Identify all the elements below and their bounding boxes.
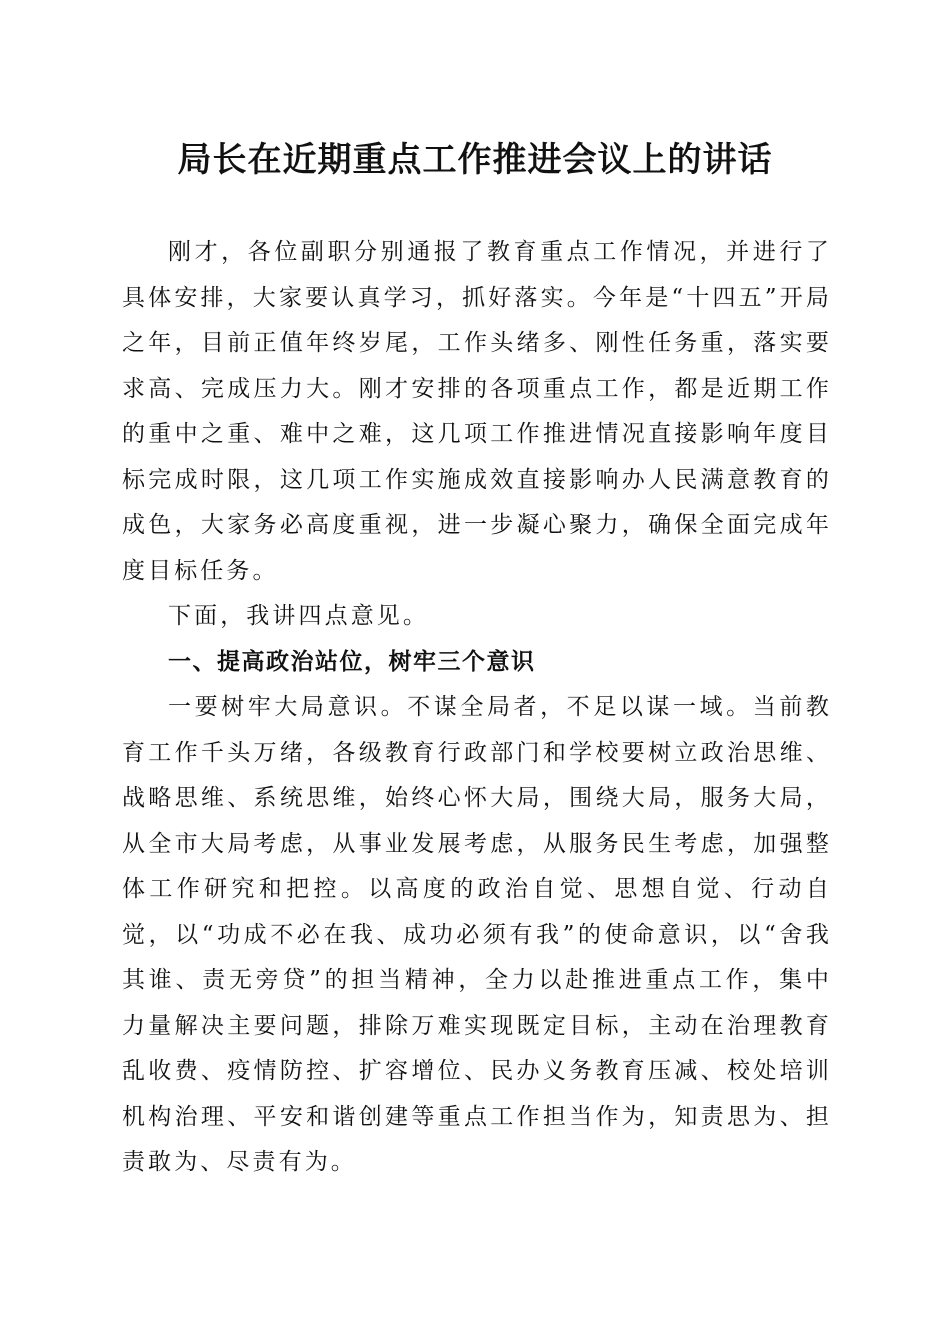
paragraph-transition: 下面，我讲四点意见。 xyxy=(168,603,429,629)
section-heading-1: 一、提高政治站位，树牢三个意识 xyxy=(168,648,536,675)
document-body xyxy=(122,230,832,1186)
paragraph-opening: 刚才，各位副职分别通报了教育重点工作情况，并进行了具体安排，大家要认真学习，抓好落实。今年是“十四五”开局之年，目前正值年终岁尾，工作头绪多、刚性任务重，落实要求高、完成压力大。刚才安排的各项重点工作，都是近期工作的重中之重、难中之难，这几项工作推进情况直接影响年度目标完成时限，这几项工作实施成效直接影响办人民满意教育的成色，大家务必高度重视，进一步凝心聚力，确保全面完成年度目标任务。 xyxy=(122,239,832,584)
paragraph-section-1: 一要树牢大局意识。不谋全局者，不足以谋一域。当前教育工作千头万绪，各级教育行政部门和学校要树立政治思维、战略思维、系统思维，始终心怀大局，围绕大局，服务大局，从全市大局考虑，从事业发展考虑，从服务民生考虑，加强整体工作研究和把控。以高度的政治自觉、思想自觉、行动自觉，以“功成不必在我、成功必须有我”的使命意识，以“舍我其谁、责无旁贷”的担当精神，全力以赴推进重点工作，集中力量解决主要问题，排除万难实现既定目标，主动在治理教育乱收费、疫情防控、扩容增位、民办义务教育压减、校处培训机构治理、平安和谐创建等重点工作担当作为，知责思为、担责敢为、尽责有为。 xyxy=(122,694,832,1175)
document-title: 局长在近期重点工作推进会议上的讲话 xyxy=(177,140,773,180)
